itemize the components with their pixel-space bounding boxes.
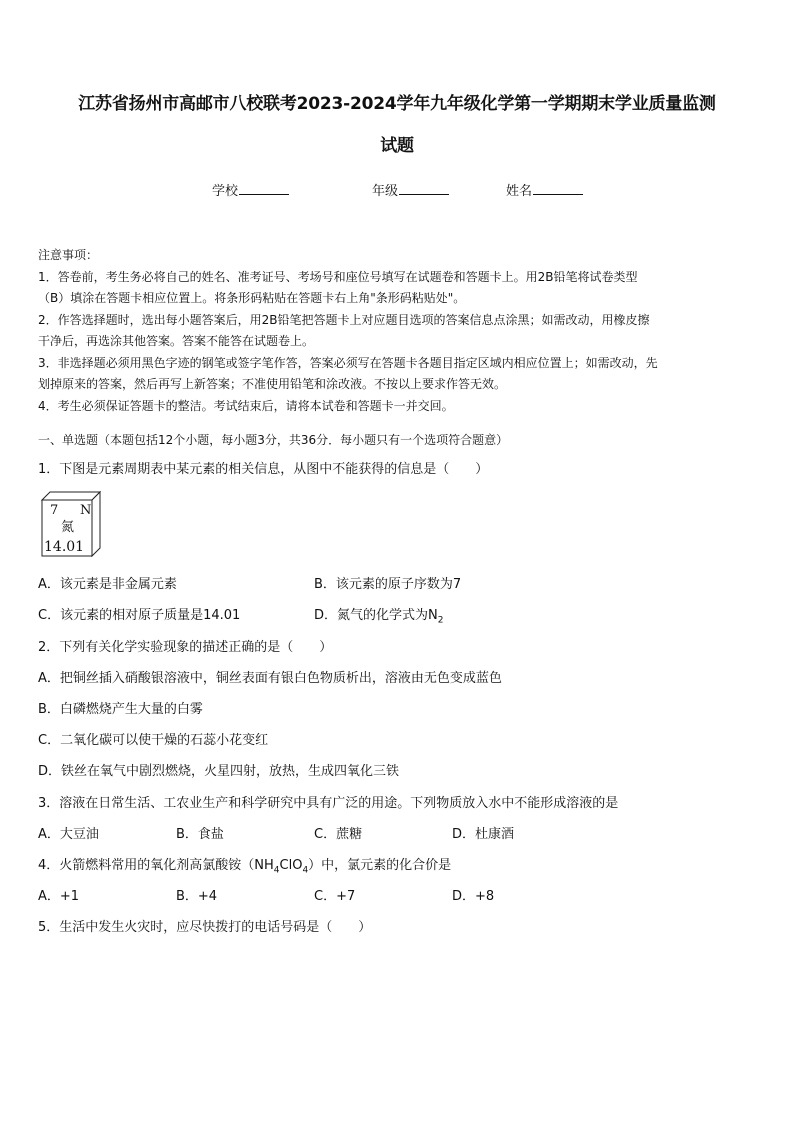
atomic-mass: 14.01 xyxy=(44,539,85,555)
page-title: 江苏省扬州市高邮市八校联考2023-2024学年九年级化学第一学期期末学业质量监测 xyxy=(78,94,716,114)
grade-label: 年级 xyxy=(372,184,399,199)
element-name: 氮 xyxy=(61,520,75,535)
notes-heading: 注意事项： xyxy=(38,248,99,262)
q3-option-c: C．蔗糖 xyxy=(314,827,363,842)
section-heading: 一、单选题（本题包括12个小题，每小题3分，共36分．每小题只有一个选项符合题意） xyxy=(38,433,509,447)
periodic-table-cell xyxy=(40,490,102,558)
grade-field xyxy=(372,180,449,199)
question-2-stem: 2．下列有关化学实验现象的描述正确的是（ ） xyxy=(38,640,333,655)
question-5-stem: 5．生活中发生火灾时，应尽快拨打的电话号码是（ ） xyxy=(38,920,372,935)
q4-option-c: C．+7 xyxy=(314,889,356,904)
note-line: 2．作答选择题时，选出每小题答案后，用2B铅笔把答题卡上对应题目选项的答案信息点涂黑；如需改动，用橡皮擦 xyxy=(38,312,650,327)
q2-option-d: D．铁丝在氧气中剧烈燃烧，火星四射，放热，生成四氧化三铁 xyxy=(38,764,400,779)
school-blank xyxy=(239,182,289,195)
q4-option-a: A．+1 xyxy=(38,889,80,904)
note-line: 1．答卷前，考生务必将自己的姓名、准考证号、考场号和座位号填写在试题卷和答题卡上。用2B铅笔将试卷类型 xyxy=(38,269,638,284)
element-symbol: N xyxy=(80,503,92,518)
q4-option-d: D．+8 xyxy=(452,889,495,904)
question-4-stem xyxy=(38,854,451,876)
school-label: 学校 xyxy=(212,184,239,199)
note-line: 干净后，再选涂其他答案。答案不能答在试题卷上。 xyxy=(38,334,315,348)
exam-notes xyxy=(38,245,760,417)
q4-stem-suffix: ）中，氯元素的化合价是 xyxy=(308,858,452,873)
school-field xyxy=(212,180,289,199)
q4-stem-prefix: 4．火箭燃料常用的氧化剂高氯酸铵（NH xyxy=(38,858,274,873)
name-blank xyxy=(533,182,583,195)
question-1-stem: 1．下图是元素周期表中某元素的相关信息，从图中不能获得的信息是（ ） xyxy=(38,462,489,477)
question-3-stem: 3．溶液在日常生活、工农业生产和科学研究中具有广泛的用途。下列物质放入水中不能形成溶液的是 xyxy=(38,796,619,811)
q3-option-a: A．大豆油 xyxy=(38,827,99,842)
name-label: 姓名 xyxy=(506,184,533,199)
note-line: 3．非选择题必须用黑色字迹的钢笔或签字笔作答，答案必须写在答题卡各题目指定区域内相应位置上；如需改动，先 xyxy=(38,355,658,370)
q1-option-d-text: D．氮气的化学式为N xyxy=(314,608,438,623)
q4-option-b: B．+4 xyxy=(176,889,218,904)
q2-option-b: B．白磷燃烧产生大量的白雾 xyxy=(38,702,203,717)
q4-stem-mid: ClO xyxy=(279,858,303,873)
note-line: （B）填涂在答题卡相应位置上。将条形码粘贴在答题卡右上角"条形码粘贴处"。 xyxy=(38,291,466,305)
q1-option-d xyxy=(314,604,443,626)
q3-option-b: B．食盐 xyxy=(176,827,224,842)
q4-subscript-1: 4 xyxy=(273,865,280,876)
q1-option-b: B．该元素的原子序数为7 xyxy=(314,577,462,592)
note-line: 4．考生必须保证答题卡的整洁。考试结束后，请将本试卷和答题卡一并交回。 xyxy=(38,398,454,413)
q1-option-d-subscript: 2 xyxy=(437,615,444,626)
q3-option-d: D．杜康酒 xyxy=(452,827,515,842)
q1-option-c: C．该元素的相对原子质量是14.01 xyxy=(38,608,241,623)
q2-option-a: A．把铜丝插入硝酸银溶液中，铜丝表面有银白色物质析出，溶液由无色变成蓝色 xyxy=(38,671,502,686)
name-field xyxy=(506,180,583,199)
atomic-number: 7 xyxy=(50,503,59,518)
q1-option-a: A．该元素是非金属元素 xyxy=(38,577,177,592)
page-title-continued: 试题 xyxy=(380,136,414,156)
grade-blank xyxy=(399,182,449,195)
q4-subscript-2: 4 xyxy=(302,865,309,876)
note-line: 划掉原来的答案，然后再写上新答案；不准使用铅笔和涂改液。不按以上要求作答无效。 xyxy=(38,377,507,391)
q2-option-c: C．二氧化碳可以使干燥的石蕊小花变红 xyxy=(38,733,269,748)
